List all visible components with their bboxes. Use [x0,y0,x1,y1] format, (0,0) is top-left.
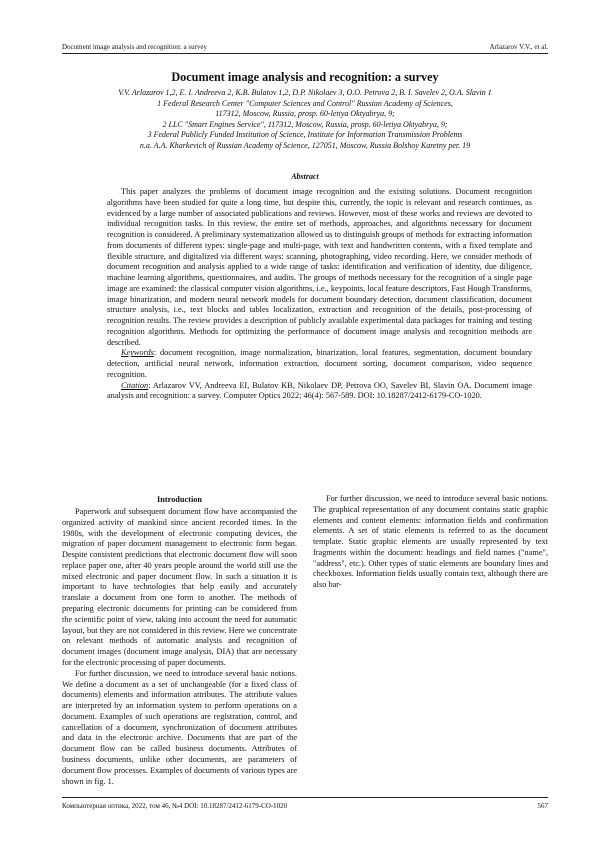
page-number: 567 [537,802,548,810]
citation-label: Citation [121,380,149,390]
keywords-text: : document recognition, image normalization, binarization, local features, segmentation, document boundary detection, artificial neural network, information extraction, document sorting, document comparison, video sequence recognition. [107,348,532,379]
abstract [107,187,532,402]
running-header-authors: Arlazarov V.V., et al. [489,43,548,51]
keywords [107,348,532,380]
affiliation-3a: 3 Federal Publicly Funded Institution of Science, Institute for Information Transmission Problems [147,130,463,140]
affiliation-3b: n.a. A.A. Kharkevich of Russian Academy of Science, 127051, Moscow, Russia Bolshoy Karetny per. 19 [139,140,471,150]
intro-paragraph-1: Paperwork and subsequent document flow have accompanied the organized activity of mankind since ancient recorded times. In the 1980s, with the development of electronic computing devices, the migration of paper document management to electronic form began. Despite consistent predictions that electronic document flow will soon replace paper one, after 40 years people around the world still use the mixed electronic and paper document flow. In such a situation it is important to have technologies that help easily and accurately translate a document from one form to another. The methods of preparing electronic documents for printing can be considered from the scientific point of view, taking into account the need for automatic layout, but they are not considered in this review. Here we concentrate on relevant methods of automatic analysis and recognition of document images (document image analysis, DIA) that are necessary for the electronic processing of paper documents. [62,507,297,667]
right-column [313,494,548,591]
citation [107,381,532,403]
introduction-heading: Introduction [156,495,203,504]
intro-paragraph-3: For further discussion, we need to introduce several basic notions. The graphical representation of any document contains static graphic elements and content elements: information fields and confirmation elements. A set of static elements is referred to as the document template. Static graphic elements are usually represented by text fragments within the document: headings and field names ("name", "address", etc.). Other types of static elements are boundary lines and checkboxes. Information fields usually contain text, although there are also bar- [313,494,548,590]
keywords-label: Keywords [121,348,154,358]
journal-citation: Компьютерная оптика, 2022, том 46, №4 DOI: 10.18287/2412-6179-CO-1020 [62,802,288,810]
running-header-title: Document image analysis and recognition: a survey [62,43,208,51]
abstract-body: This paper analyzes the problems of document image recognition and the existing solutions. Document recognition algorithms have been studied for quite a long time, but despite this, currently, the topic is relevant and research continues, as evidenced by a large number of associated publications and reviews. However, most of these works and reviews are devoted to individual recognition tasks. In this review, the entire set of methods, approaches, and algorithms necessary for document recognition is considered. A preliminary systematization allowed us to distinguish groups of methods for extracting information from documents of different types: single-page and multi-page, with text and handwritten contents, with a fixed template and flexible structure, and digitalized via different ways: scanning, photographing, video recording. Here, we consider methods of document recognition and analysis applied to a wide range of tasks: identification and verification of identity, due diligence, machine learning algorithms, questionnaires, and audits. The groups of methods necessary for the recognition of a single page image are examined: the classical computer vision algorithms, i.e., keypoints, local feature descriptors, Fast Hough Transforms, image binarization, and modern neural network models for document boundary detection, document classification, document structure analysis, i.e., text blocks and tables localization, extraction and recognition of the details, post-processing of recognition results. The review provides a description of publicly available experimental data packages for training and testing recognition algorithms. Methods for optimizing the performance of document image analysis and recognition methods are described. [107,187,532,347]
author-names: V.V. Arlazarov 1,2, E. I. Andreeva 2, K.B. Bulatov 1,2, D.P. Nikolaev 3, O.O. Petrova 2, B. I. Savelev 2, O.A. Slavin 1 [118,88,492,97]
page-footer [62,797,548,811]
intro-paragraph-2: For further discussion, we need to introduce several basic notions. We define a document as a set of unchangeable (for a fixed class of documents) elements and information attributes. The attribute values are interpreted by an information system to perform operations on a document. Examples of such operations are registration, control, and cancellation of a document, synchronization of document attributes and data in the electronic archive. Documents that are part of the document flow can be called business documents. Attributes of business documents, unlike other documents, are parameters of document flow processes. Examples of documents of various types are shown in fig. 1. [62,668,298,786]
paper-title: Document image analysis and recognition: a survey [171,70,439,84]
affiliation-1b: 117312, Moscow, Russia, prosp. 60-letiya Oktyabrya, 9; [215,109,395,119]
affiliation-1a: 1 Federal Research Center "Computer Sciences and Control" Russian Academy of Sciences, [157,98,453,108]
author-block [62,88,548,152]
abstract-heading: Abstract [291,172,319,181]
left-column [62,494,297,787]
running-header [62,42,548,54]
citation-text: : Arlazarov VV, Andreeva EI, Bulatov KB, Nikolaev DP, Petrova OO, Savelev BI, Slavin OA. Document image analysis and recognition: a survey. Computer Optics 2022; 46(4): 567-589. DOI: 10.18287/2412-6179-CO-1020. [107,380,532,401]
affiliation-2: 2 LLC "Smart Engines Service", 117312, Moscow, Russia, prosp. 60-letiya Oktyabrya, 9; [162,119,448,129]
